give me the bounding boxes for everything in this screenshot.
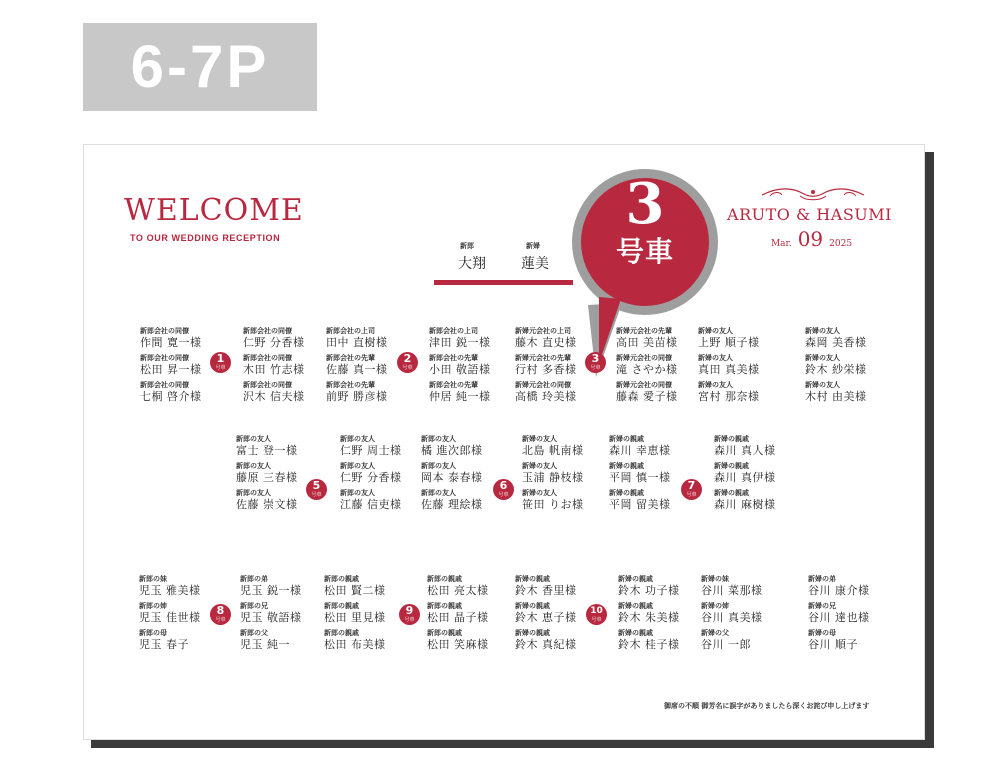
table-unit: 号車 [404,617,415,623]
table-number: 6 [499,479,508,492]
guest-entry [140,381,202,404]
guest-name: 児玉 鋭一様 [240,584,302,597]
guest-relation: 新婦の親戚 [515,602,550,610]
guest-relation: 新婦元会社の同僚 [616,354,672,362]
guest-relation: 新婦の友人 [522,489,557,497]
guest-entry [421,462,483,485]
guest-entry [240,602,302,625]
table-number-badge [586,604,607,625]
table-number-badge [399,604,420,625]
guest-name: 児玉 雅美様 [139,584,201,597]
guest-name: 七桐 啓介様 [140,390,202,403]
guest-name: 森川 麻樹様 [714,498,776,511]
guest-relation: 新婦の弟 [808,575,836,583]
guest-name: 木村 由美様 [805,390,867,403]
guest-entry [326,327,388,350]
table-number: 7 [687,479,696,492]
guest-name: 松田 昇一様 [140,363,202,376]
guest-name: 鈴木 功子様 [618,584,680,597]
guest-name: 松田 賢二様 [324,584,386,597]
guest-entry [808,602,870,625]
guest-relation: 新郎の父 [240,629,268,637]
guest-name: 谷川 一郎 [701,638,751,651]
bride-label: 新婦 [526,242,540,250]
guest-name: 高橋 玲美様 [515,390,577,403]
guest-entry [243,327,305,350]
guest-relation: 新郎の友人 [421,462,456,470]
guest-name: 津田 鋭一様 [429,336,491,349]
guest-entry [240,629,290,652]
guest-relation: 新婦の友人 [522,462,557,470]
guest-entry [805,381,867,404]
table-number-badge [397,352,418,373]
guest-entry [808,629,858,652]
guest-name: 松田 里見様 [324,611,386,624]
guest-entry [714,462,776,485]
guest-entry [326,354,388,377]
guest-name: 宮村 那奈様 [698,390,760,403]
groom-name: 大翔 [458,256,486,272]
guest-entry [701,629,751,652]
table-number: 1 [216,352,225,365]
guest-relation: 新婦元会社の先輩 [515,354,571,362]
guest-entry [340,489,402,512]
guest-entry [324,575,386,598]
guest-entry [429,381,491,404]
guest-name: 仁野 分香様 [243,336,305,349]
guest-name: 森川 幸恵様 [609,444,671,457]
guest-name: 仁野 分香様 [340,471,402,484]
guest-entry [421,435,483,458]
guest-relation: 新婦の友人 [805,381,840,389]
table-number: 3 [591,352,600,365]
guest-entry [698,327,760,350]
guest-entry [808,575,870,598]
guest-relation: 新婦の母 [808,629,836,637]
table-unit: 号車 [686,492,697,498]
guest-relation: 新郎会社の同僚 [140,327,189,335]
guest-entry [522,489,584,512]
guest-relation: 新郎の友人 [340,489,375,497]
guest-name: 平岡 慎一様 [609,471,671,484]
guest-relation: 新郎会社の同僚 [140,354,189,362]
guest-name: 児玉 春子 [139,638,189,651]
guest-relation: 新郎会社の上司 [326,327,375,335]
guest-name: 森川 真人様 [714,444,776,457]
guest-entry [236,489,298,512]
guest-relation: 新郎の弟 [240,575,268,583]
guest-relation: 新婦の友人 [698,381,733,389]
guest-relation: 新婦元会社の上司 [515,327,571,335]
guest-entry [326,381,388,404]
guest-entry [139,575,201,598]
guest-entry [429,354,491,377]
table-number-badge [210,604,231,625]
guest-relation: 新婦の父 [701,629,729,637]
table-number: 8 [216,604,225,617]
guest-relation: 新郎の友人 [236,462,271,470]
table-unit: 号車 [215,365,226,371]
guest-relation: 新郎の友人 [340,462,375,470]
guest-name: 橘 進次郎様 [421,444,483,457]
guest-name: 富士 登一様 [236,444,298,457]
guest-name: 谷川 達也様 [808,611,870,624]
guest-relation: 新郎の姉 [139,602,167,610]
guest-relation: 新郎会社の先輩 [326,354,375,362]
guest-name: 仁野 周士様 [340,444,402,457]
guest-entry [805,327,867,350]
page-number-label: 6-7P [83,23,317,111]
head-table-bar [434,280,573,285]
guest-entry [701,602,763,625]
guest-relation: 新郎の親戚 [427,629,462,637]
guest-entry [714,489,776,512]
guest-relation: 新郎の親戚 [324,629,359,637]
guest-relation: 新婦の親戚 [714,489,749,497]
guest-relation: 新郎の親戚 [324,575,359,583]
guest-entry [324,629,386,652]
guest-name: 北島 帆南様 [522,444,584,457]
guest-entry [340,435,402,458]
guest-entry [805,354,867,377]
guest-name: 鈴木 真紀様 [515,638,577,651]
guest-relation: 新婦の親戚 [609,489,644,497]
guest-entry [240,575,302,598]
flourish-ornament-icon [760,185,866,203]
guest-entry [618,602,680,625]
guest-entry [616,381,678,404]
guest-name: 鈴木 香里様 [515,584,577,597]
guest-relation: 新郎の妹 [139,575,167,583]
table-unit: 号車 [215,617,226,623]
guest-relation: 新婦元会社の同僚 [616,381,672,389]
guest-relation: 新婦の親戚 [609,435,644,443]
guest-relation: 新婦元会社の同僚 [515,381,571,389]
guest-relation: 新郎会社の同僚 [140,381,189,389]
guest-entry [515,602,577,625]
seating-chart-card [83,144,925,740]
guest-name: 藤森 愛子様 [616,390,678,403]
guest-relation: 新婦の親戚 [714,435,749,443]
guest-relation: 新婦の親戚 [609,462,644,470]
guest-relation: 新郎の母 [139,629,167,637]
guest-name: 藤原 三春様 [236,471,298,484]
table-number: 5 [312,479,321,492]
guest-entry [618,575,680,598]
guest-entry [139,602,201,625]
table-unit: 号車 [498,492,509,498]
guest-relation: 新郎会社の先輩 [429,354,478,362]
guest-relation: 新婦の姉 [701,602,729,610]
welcome-subtitle: TO OUR WEDDING RECEPTION [130,233,281,243]
guest-entry [140,327,202,350]
guest-relation: 新郎の親戚 [324,602,359,610]
table-number: 10 [590,606,603,616]
guest-entry [515,327,577,350]
guest-relation: 新郎の友人 [340,435,375,443]
guest-entry [701,575,763,598]
guest-relation: 新婦の親戚 [714,462,749,470]
guest-entry [427,629,489,652]
guest-entry [140,354,202,377]
table-unit: 号車 [402,365,413,371]
guest-relation: 新婦の親戚 [618,629,653,637]
guest-relation: 新婦の親戚 [618,575,653,583]
table-number-badge [681,479,702,500]
guest-entry [515,629,577,652]
guest-name: 高田 美苗様 [616,336,678,349]
guest-entry [515,381,577,404]
guest-entry [340,462,402,485]
guest-name: 作間 寛一様 [140,336,202,349]
guest-name: 鈴木 朱美様 [618,611,680,624]
guest-name: 谷川 菜那様 [701,584,763,597]
guest-name: 玉浦 静枝様 [522,471,584,484]
guest-relation: 新郎の親戚 [427,575,462,583]
guest-entry [714,435,776,458]
apology-footnote: 御席の不順 御芳名に誤字がありましたら深くお詫び申し上げます [664,702,870,710]
guest-entry [236,462,298,485]
guest-entry [243,354,305,377]
guest-name: 鈴木 紗栄様 [805,363,867,376]
guest-relation: 新婦元会社の先輩 [616,327,672,335]
guest-name: 沢木 信夫様 [243,390,305,403]
guest-relation: 新郎の親戚 [427,602,462,610]
guest-entry [427,602,489,625]
guest-relation: 新郎会社の同僚 [243,354,292,362]
guest-relation: 新婦の友人 [805,354,840,362]
table-number: 2 [403,352,412,365]
guest-name: 鈴木 桂子様 [618,638,680,651]
guest-relation: 新婦の妹 [701,575,729,583]
guest-name: 滝 さやか様 [616,363,678,376]
guest-relation: 新郎の友人 [421,489,456,497]
table-unit: 号車 [591,617,602,623]
guest-relation: 新郎会社の同僚 [243,381,292,389]
guest-entry [698,354,760,377]
guest-relation: 新婦の親戚 [618,602,653,610]
guest-entry [609,435,671,458]
guest-entry [616,354,678,377]
guest-name: 児玉 佳世様 [139,611,201,624]
guest-relation: 新婦の友人 [522,435,557,443]
guest-name: 岡本 泰春様 [421,471,483,484]
guest-name: 児玉 純一 [240,638,290,651]
guest-name: 松田 布美様 [324,638,386,651]
guest-name: 仲居 純一様 [429,390,491,403]
guest-name: 木田 竹志様 [243,363,305,376]
bride-name: 蓮美 [521,256,549,272]
guest-relation: 新郎会社の同僚 [243,327,292,335]
guest-name: 谷川 順子 [808,638,858,651]
guest-entry [515,575,577,598]
guest-name: 行村 多香様 [515,363,577,376]
guest-relation: 新婦の友人 [805,327,840,335]
guest-relation: 新婦の友人 [698,354,733,362]
guest-entry [421,489,483,512]
guest-name: 松田 亮太様 [427,584,489,597]
guest-name: 児玉 敬語様 [240,611,302,624]
guest-relation: 新郎の友人 [236,435,271,443]
guest-entry [243,381,305,404]
guest-name: 佐藤 崇文様 [236,498,298,511]
guest-name: 前野 勝彦様 [326,390,388,403]
guest-relation: 新婦の兄 [808,602,836,610]
guest-entry [427,575,489,598]
table-number-badge [306,479,327,500]
guest-entry [616,327,678,350]
guest-name: 江藤 信吏様 [340,498,402,511]
guest-name: 谷川 康介様 [808,584,870,597]
guest-entry [522,435,584,458]
guest-entry [609,489,671,512]
welcome-title: WELCOME [124,193,304,228]
guest-name: 田中 直樹様 [326,336,388,349]
table-number-badge [210,352,231,373]
guest-entry [429,327,491,350]
guest-relation: 新婦の親戚 [515,629,550,637]
table-number-badge [493,479,514,500]
guest-relation: 新郎の兄 [240,602,268,610]
date-year: 2025 [829,239,853,249]
date-day: 09 [797,227,824,251]
guest-entry [522,462,584,485]
guest-entry [609,462,671,485]
guest-name: 小田 敬語様 [429,363,491,376]
guest-entry [515,354,577,377]
guest-entry [324,602,386,625]
guest-name: 谷川 真美様 [701,611,763,624]
guest-relation: 新婦の友人 [698,327,733,335]
guest-name: 森川 真伊様 [714,471,776,484]
date-month: Mar. [770,239,792,249]
guest-relation: 新婦の親戚 [515,575,550,583]
guest-name: 上野 順子様 [698,336,760,349]
guest-relation: 新郎会社の上司 [429,327,478,335]
guest-entry [698,381,760,404]
guest-name: 真田 真美様 [698,363,760,376]
table-unit: 号車 [590,365,601,371]
guest-name: 藤木 直史様 [515,336,577,349]
guest-name: 佐藤 理絵様 [421,498,483,511]
guest-entry [236,435,298,458]
groom-label: 新郎 [460,242,474,250]
guest-name: 平岡 留美様 [609,498,671,511]
table-number-badge [585,352,606,373]
guest-relation: 新郎会社の先輩 [429,381,478,389]
guest-entry [139,629,189,652]
guest-relation: 新郎会社の先輩 [326,381,375,389]
guest-name: 笹田 りお様 [522,498,584,511]
car-number: 3 [625,171,665,237]
table-number: 9 [405,604,414,617]
guest-name: 鈴木 恵子様 [515,611,577,624]
guest-name: 森岡 美香様 [805,336,867,349]
guest-relation: 新郎の友人 [421,435,456,443]
couple-names-title: ARUTO & HASUMI [727,205,892,224]
guest-name: 松田 笑麻様 [427,638,489,651]
guest-name: 佐藤 真一様 [326,363,388,376]
wedding-date [724,227,899,251]
guest-entry [618,629,680,652]
guest-name: 松田 晶子様 [427,611,489,624]
table-unit: 号車 [311,492,322,498]
guest-relation: 新郎の友人 [236,489,271,497]
car-unit-label: 号車 [615,235,674,268]
